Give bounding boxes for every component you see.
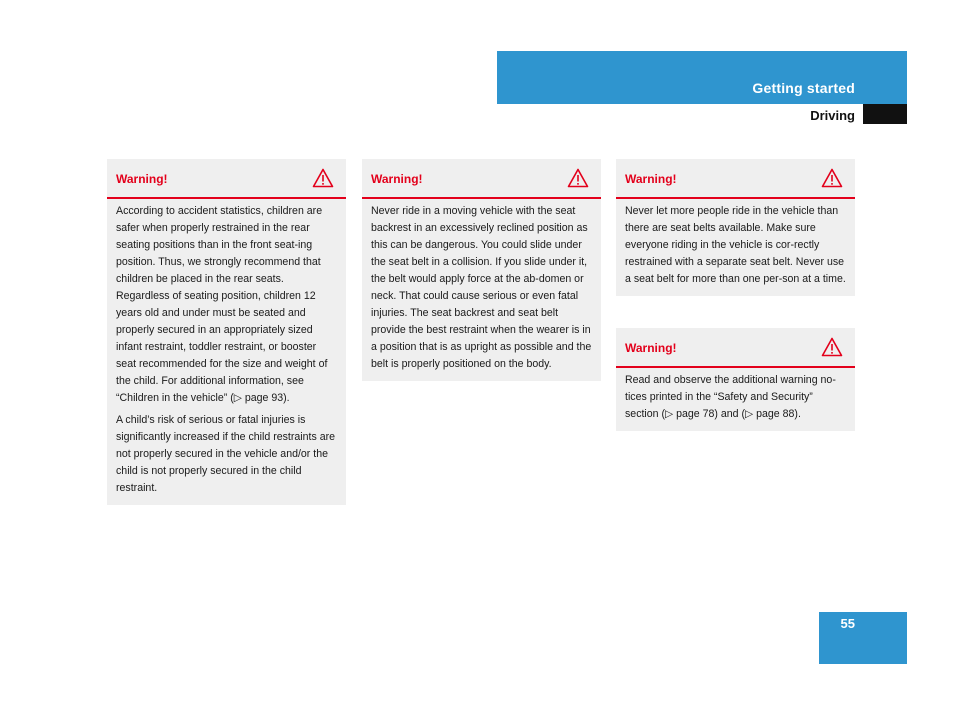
warning-header — [616, 328, 855, 368]
warning-box-child-seating — [107, 159, 346, 505]
page-number: 55 — [840, 616, 855, 631]
warning-paragraph: Never let more people ride in the vehicle than there are seat belts available. Make sure everyone riding in the vehicle is cor-rectly restrained with a separate seat belt. Never use a seat belt for more than one per-son at a time. — [625, 205, 846, 285]
warning-triangle-icon — [821, 337, 843, 357]
warning-text — [616, 199, 855, 296]
warning-paragraph: A child’s risk of serious or fatal injuries is significantly increased if the child restraints are not properly secured in the vehicle and/or the child is not properly secured in the child restraint. — [116, 414, 336, 494]
warning-header — [107, 159, 346, 199]
warning-box-reclined-seat — [362, 159, 601, 381]
warning-header — [362, 159, 601, 199]
warning-text — [616, 368, 855, 431]
warning-label: Warning! — [116, 172, 168, 186]
warning-label: Warning! — [625, 341, 677, 355]
section-header-bar — [497, 51, 907, 104]
warning-paragraph: According to accident statistics, children are safer when properly restrained in the rear seating positions than in the front seat-ing position. Thus, we strongly recommend that children be placed in the rear seats. Regardless of seating position, children 12 years old and under must be seated and properly secured in an appropriately sized infant restraint, toddler restraint, or booster seat recommended for the size and weight of the child. For additional information, see “Children in the vehicle” (▷ page 93). — [116, 205, 328, 404]
warning-box-additional-notices — [616, 328, 855, 431]
warning-header — [616, 159, 855, 199]
warning-paragraph: Read and observe the additional warning no-tices printed in the “Safety and Security” section (▷ page 78) and (▷ page 88). — [625, 374, 836, 420]
warning-triangle-icon — [567, 168, 589, 188]
warning-text — [362, 199, 601, 381]
warning-triangle-icon — [312, 168, 334, 188]
warning-label: Warning! — [371, 172, 423, 186]
subsection-tab-marker — [863, 104, 907, 124]
warning-box-seat-belt-count — [616, 159, 855, 296]
subsection-title: Driving — [810, 108, 855, 123]
warning-paragraph: Never ride in a moving vehicle with the seat backrest in an excessively reclined position as this can be dangerous. You could slide under the seat belt in a collision. If you slide under it, the belt would apply force at the ab-domen or neck. That could cause serious or even fatal injuries. The seat backrest and seat belt provide the best restraint when the wearer is in a position that is as upright as possible and the belt is properly positioned on the body. — [371, 205, 592, 370]
warning-label: Warning! — [625, 172, 677, 186]
section-title: Getting started — [752, 80, 855, 96]
subsection-header — [497, 104, 907, 125]
warning-text — [107, 199, 346, 505]
page-number-box — [819, 612, 907, 664]
warning-triangle-icon — [821, 168, 843, 188]
